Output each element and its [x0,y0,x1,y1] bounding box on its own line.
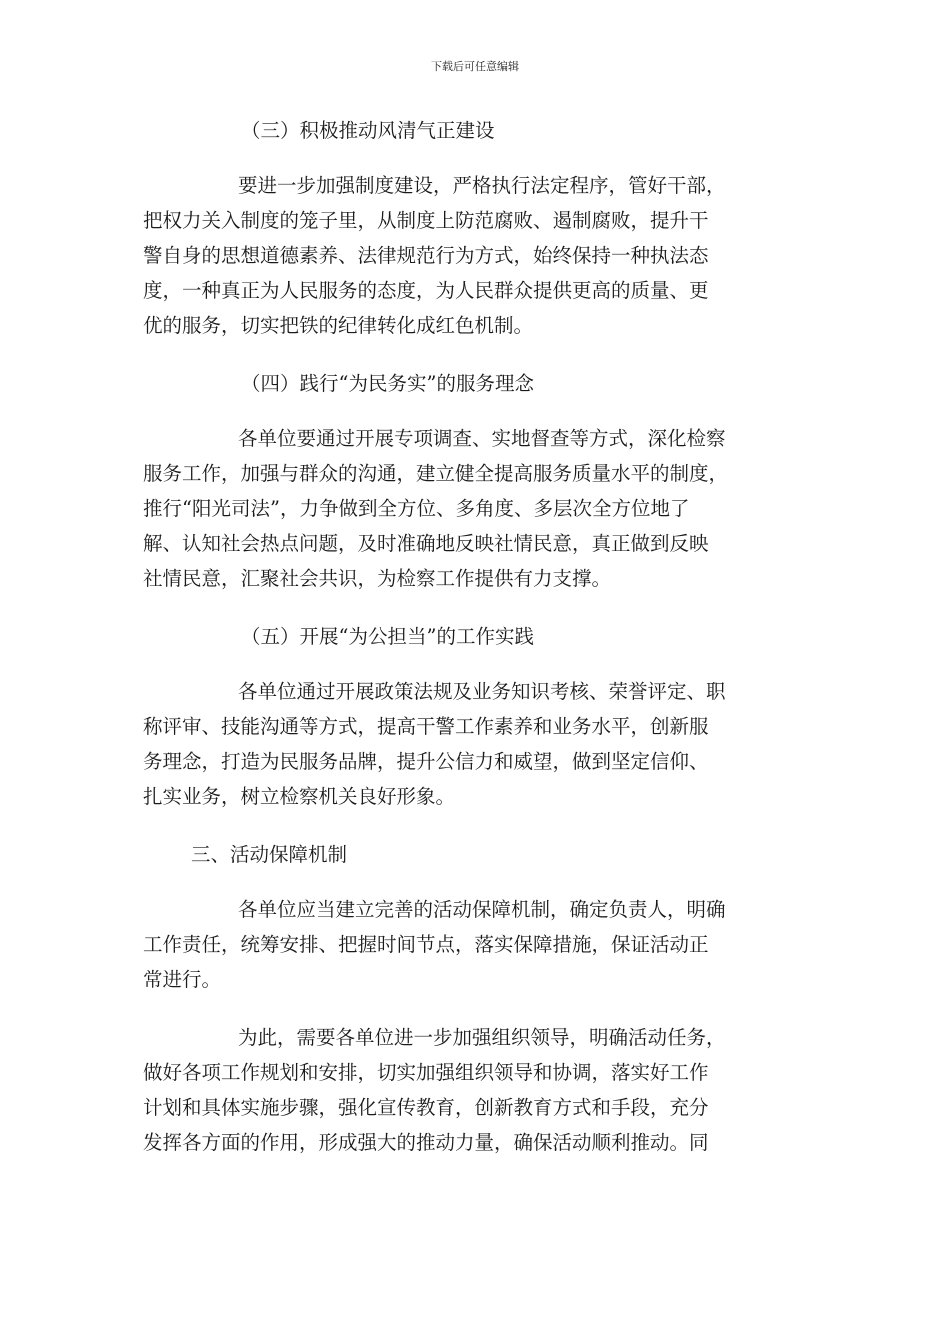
paragraph-line: 各单位通过开展政策法规及业务知识考核、荣誉评定、职 [238,680,726,703]
paragraph [143,421,803,596]
paragraph-line: 常进行。 [143,968,222,991]
document-body [143,113,803,1183]
section-heading-5 [143,619,803,654]
heading-line: （四）践行“为民务实”的服务理念 [241,372,534,395]
paragraph-line: 工作责任，统筹安排、把握时间节点，落实保障措施，保证活动正 [143,933,709,956]
paragraph-line: 扎实业务，树立检察机关良好形象。 [143,785,456,808]
heading-line: 三、活动保障机制 [191,843,348,866]
paragraph-line: 度，一种真正为人民服务的态度，为人民群众提供更高的质量、更 [143,279,709,302]
section-heading-4 [143,366,803,401]
paragraph [143,1020,803,1160]
paragraph-line: 发挥各方面的作用，形成强大的推动力量，确保活动顺利推动。同 [143,1131,709,1154]
paragraph-line: 做好各项工作规划和安排，切实加强组织领导和协调，落实好工作 [143,1061,709,1084]
paragraph-line: 为此，需要各单位进一步加强组织领导，明确活动任务， [238,1026,726,1049]
paragraph-line: 服务工作，加强与群众的沟通，建立健全提高服务质量水平的制度， [143,462,729,485]
paragraph-line: 称评审、技能沟通等方式，提高干警工作素养和业务水平，创新服 [143,715,709,738]
paragraph-line: 解、认知社会热点问题，及时准确地反映社情民意，真正做到反映 [143,532,709,555]
header-note: 下载后可任意编辑 [431,60,519,73]
paragraph-line: 优的服务，切实把铁的纪律转化成红色机制。 [143,314,534,337]
paragraph [143,674,803,814]
paragraph-line: 推行“阳光司法”，力争做到全方位、多角度、多层次全方位地了 [143,497,690,520]
paragraph-line: 社情民意，汇聚社会共识，为检察工作提供有力支撑。 [143,567,612,590]
paragraph-line: 各单位要通过开展专项调查、实地督查等方式，深化检察 [238,427,726,450]
paragraph-line: 把权力关入制度的笼子里，从制度上防范腐败、遏制腐败，提升干 [143,209,709,232]
chapter-heading-3 [143,837,803,872]
paragraph-line: 各单位应当建立完善的活动保障机制，确定负责人，明确 [238,898,726,921]
paragraph [143,168,803,343]
paragraph-line: 要进一步加强制度建设，严格执行法定程序，管好干部， [238,174,726,197]
heading-line: （三）积极推动风清气正建设 [241,119,495,142]
section-heading-3 [143,113,803,148]
paragraph-line: 务理念，打造为民服务品牌，提升公信力和威望，做到坚定信仰、 [143,750,709,773]
paragraph-line: 计划和具体实施步骤，强化宣传教育，创新教育方式和手段，充分 [143,1096,709,1119]
paragraph [143,892,803,997]
heading-line: （五）开展“为公担当”的工作实践 [241,625,534,648]
paragraph-line: 警自身的思想道德素养、法律规范行为方式，始终保持一种执法态 [143,244,709,267]
